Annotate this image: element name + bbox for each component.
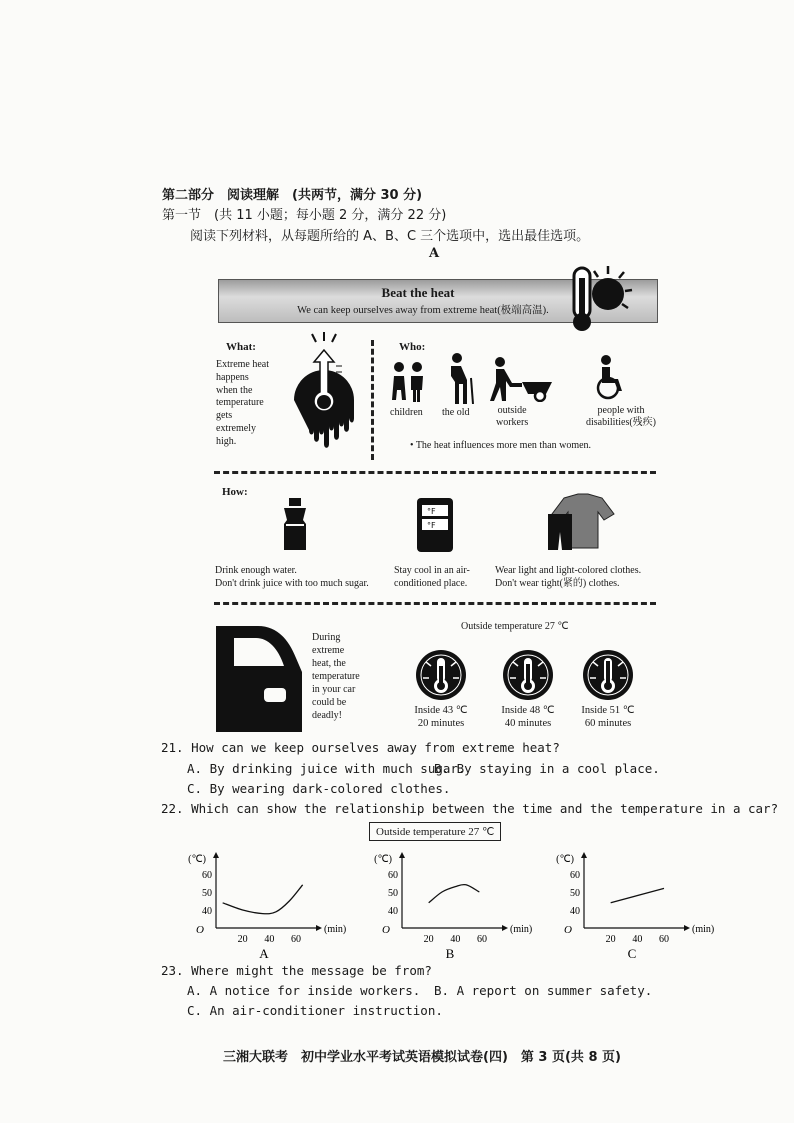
what-label: What: [226, 341, 256, 353]
part-title: 第二部分 阅读理解 (共两节，满分 30 分) [162, 188, 423, 203]
air-conditioner-icon [415, 496, 455, 554]
vertical-divider [371, 340, 374, 460]
melting-thermometer-icon [288, 330, 360, 460]
origin-label: O [382, 924, 390, 936]
y-tick-label: 50 [570, 888, 580, 899]
x-tick-label: 20 [423, 934, 434, 945]
y-axis-arrow [581, 852, 587, 858]
x-tick-label: 60 [659, 934, 669, 945]
chart-title: C [627, 946, 637, 960]
who-workers-label: outside workers [496, 405, 529, 428]
page-footer: 三湘大联考 初中学业水平考试英语模拟试卷(四) 第 3 页(共 8 页) [223, 1050, 621, 1065]
how-label: How: [222, 486, 248, 498]
series-line [429, 885, 480, 903]
x-axis-label: (min) [324, 924, 346, 935]
what-description: Extreme heat happens when the temperature gets extremely high. [216, 359, 270, 447]
who-label: Who: [399, 341, 426, 353]
x-axis-arrow [684, 925, 690, 931]
y-tick-label: 40 [388, 906, 398, 917]
hot-thermometer-icon-2 [501, 648, 555, 702]
who-old-label: the old [442, 407, 470, 418]
poster-subtitle: We can keep ourselves away from extreme heat(极端高温). [297, 305, 549, 316]
y-axis-label: (℃) [188, 854, 206, 865]
y-axis-arrow [213, 852, 219, 858]
q21-option-c[interactable]: C. By wearing dark-colored clothes. [187, 781, 451, 796]
x-tick-label: 20 [237, 934, 248, 945]
chart-a[interactable] [186, 850, 346, 960]
how-water: Drink enough water. Don't drink juice with too much sugar. [215, 565, 369, 589]
q23-option-b[interactable]: B. A report on summer safety. [434, 983, 653, 998]
q22-outside-temp-box: Outside temperature 27 ℃ [369, 822, 501, 841]
y-tick-label: 40 [570, 906, 580, 917]
y-axis-label: (℃) [556, 854, 574, 865]
who-note: • The heat influences more men than women. [410, 440, 592, 451]
old-person-icon [447, 352, 479, 404]
divider-2 [214, 602, 656, 605]
section-subtitle: 第一节 (共 11 小题；每小题 2 分，满分 22 分) [162, 208, 447, 223]
origin-label: O [196, 924, 204, 936]
q23-option-a[interactable]: A. A notice for inside workers. [187, 983, 421, 998]
poster-title: Beat the heat [381, 285, 455, 300]
car-icon [214, 624, 304, 734]
passage-letter: A [429, 246, 440, 261]
instruction: 阅读下列材料，从每题所给的 A、B、C 三个选项中，选出最佳选项。 [190, 229, 590, 244]
worker-icon [486, 356, 562, 402]
series-line [223, 885, 303, 914]
gauge-1-caption: Inside 43 ℃ 20 minutes [414, 705, 468, 729]
y-tick-label: 50 [388, 888, 398, 899]
gauge-2-caption: Inside 48 ℃ 40 minutes [501, 705, 555, 729]
q23-stem: 23. Where might the message be from? [161, 963, 432, 978]
x-tick-label: 40 [632, 934, 643, 945]
x-axis-label: (min) [510, 924, 532, 935]
chart-title: B [445, 946, 455, 960]
x-tick-label: 20 [605, 934, 616, 945]
how-cool: Stay cool in an air- conditioned place. [394, 565, 470, 589]
svg-text:°F: °F [427, 507, 436, 516]
chart-b[interactable] [372, 850, 532, 960]
who-disabled-label: people with disabilities(残疾) [586, 405, 656, 428]
chart-title: A [259, 946, 269, 960]
car-text: During extreme heat, the temperature in your car could be deadly! [312, 632, 360, 721]
x-axis-label: (min) [692, 924, 714, 935]
q21-option-a[interactable]: A. By drinking juice with much sugar. [187, 761, 466, 776]
q23-option-c[interactable]: C. An air-conditioner instruction. [187, 1003, 443, 1018]
chart-c[interactable] [554, 850, 714, 960]
q21-option-b[interactable]: B. By staying in a cool place. [434, 761, 660, 776]
y-tick-label: 50 [202, 888, 212, 899]
water-bottle-icon [280, 496, 310, 554]
y-axis-arrow [399, 852, 405, 858]
who-children-label: children [390, 407, 423, 418]
x-tick-label: 60 [291, 934, 301, 945]
q22-stem: 22. Which can show the relationship between the time and the temperature in a car? [161, 801, 779, 816]
origin-label: O [564, 924, 572, 936]
y-axis-label: (℃) [374, 854, 392, 865]
y-tick-label: 60 [202, 870, 212, 881]
series-line [611, 888, 664, 902]
gauge-3-caption: Inside 51 ℃ 60 minutes [581, 705, 635, 729]
x-tick-label: 40 [264, 934, 275, 945]
y-tick-label: 60 [388, 870, 398, 881]
wheelchair-icon [592, 354, 628, 400]
x-tick-label: 40 [450, 934, 461, 945]
children-icon [388, 360, 428, 404]
svg-text:°F: °F [427, 521, 436, 530]
hot-thermometer-icon-1 [414, 648, 468, 702]
how-clothes: Wear light and light-colored clothes. Don't wear tight(紧的) clothes. [495, 565, 642, 589]
hot-thermometer-icon-3 [581, 648, 635, 702]
sun-thermometer-icon [566, 264, 636, 334]
x-tick-label: 60 [477, 934, 487, 945]
x-axis-arrow [502, 925, 508, 931]
divider-1 [214, 471, 656, 474]
q21-stem: 21. How can we keep ourselves away from extreme heat? [161, 740, 560, 755]
clothes-icon [544, 492, 616, 552]
y-tick-label: 60 [570, 870, 580, 881]
outside-temperature: Outside temperature 27 ℃ [461, 621, 569, 632]
y-tick-label: 40 [202, 906, 212, 917]
x-axis-arrow [316, 925, 322, 931]
